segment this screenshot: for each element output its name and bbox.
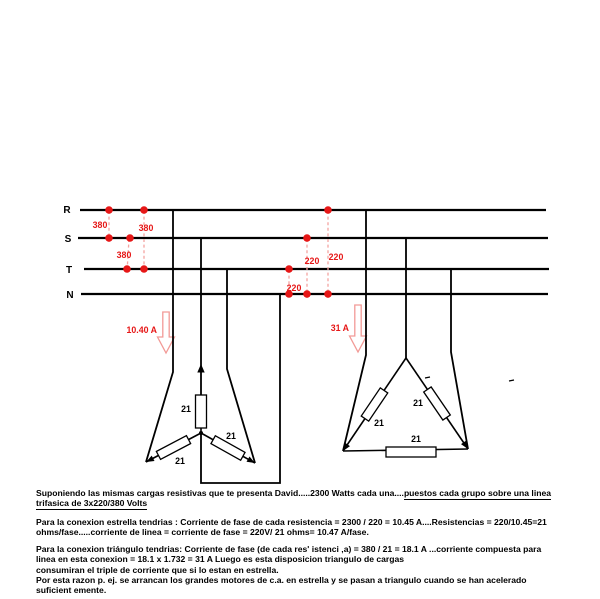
delta-resistor-left-label: 21 xyxy=(374,418,384,428)
delta-resistor-right xyxy=(424,387,451,420)
dot-n3 xyxy=(324,290,332,298)
dot-t2 xyxy=(140,265,148,273)
voltage-label-rt: 380 xyxy=(138,223,154,233)
delta-current-label: 31 A xyxy=(330,323,349,333)
delta-load xyxy=(343,210,514,457)
voltage-label-tn: 220 xyxy=(286,283,302,293)
dot-s1 xyxy=(105,234,113,242)
stray-mark-1 xyxy=(425,377,430,378)
star-up-arrowhead xyxy=(197,364,204,373)
star-resistor-left-label: 21 xyxy=(175,456,185,466)
star-current-arrow-icon xyxy=(158,312,175,353)
dot-r3 xyxy=(324,206,332,214)
star-resistor-top xyxy=(196,395,207,428)
delta-resistor-labels xyxy=(374,398,423,444)
phase-label-r: R xyxy=(63,205,71,216)
note-supposition-underlined: puestos cada grupo sobre una linea trifasica de 3x220/380 Volts xyxy=(36,488,552,509)
dot-t1 xyxy=(123,265,131,273)
delta-resistor-bottom xyxy=(386,447,436,457)
dot-s3 xyxy=(303,234,311,242)
voltage-label-rn: 220 xyxy=(328,252,344,262)
delta-current-arrow-icon xyxy=(349,305,366,352)
voltage-labels xyxy=(93,220,344,293)
dot-r2 xyxy=(140,206,148,214)
phase-labels xyxy=(63,205,73,301)
delta-resistor-right-label: 21 xyxy=(413,398,423,408)
star-resistor-top-label: 21 xyxy=(181,404,191,414)
current-arrows xyxy=(127,305,367,353)
note-supposition xyxy=(36,488,560,509)
delta-resistor-bottom-label: 21 xyxy=(411,434,421,444)
dot-n2 xyxy=(303,290,311,298)
note-delta-calculation: Para la conexion triángulo tendrias: Corriente de fase (de cada res' istenci ‚a) = 380 / 21 = 18.1 A ...corriente compuesta para linea en esta conexion = 18.1 x 1.732 = 31 A Luego es esta disposicion triangulo de cargas xyxy=(36,544,542,565)
stray-mark-2 xyxy=(509,380,514,381)
note-supposition-plain: Suponiendo las mismas cargas resistivas que te presenta David.....2300 Watts cada una.... xyxy=(36,488,404,498)
note-motor-start: Por esta razon p. ej. se arrancan los grandes motores de c.a. en estrella y se pasan a triangulo cuando se han acelerado suficient emente. xyxy=(36,575,527,596)
star-resistor-right-label: 21 xyxy=(226,431,236,441)
phase-label-t: T xyxy=(65,265,73,276)
dot-s2 xyxy=(126,234,134,242)
voltage-label-st: 380 xyxy=(116,250,132,260)
note-star-calculation: Para la conexion estrella tendrias : Corriente de fase de cada resistencia = 2300 / 220 = 10.45 A....Resistencias = 220/10.45=21 ohms/fase.....corriente de linea = corriente de fase = 220V/ 21 ohms= 10.47 A/fase. xyxy=(36,516,547,537)
voltage-label-sn: 220 xyxy=(304,256,320,266)
voltage-label-rs: 380 xyxy=(92,220,108,230)
delta-leg-t xyxy=(451,269,468,449)
dot-r1 xyxy=(105,206,113,214)
phase-label-n: N xyxy=(66,290,74,301)
star-resistor-left xyxy=(156,436,190,460)
star-current-label: 10.40 A xyxy=(126,325,157,335)
delta-resistor-left xyxy=(361,388,388,421)
dot-t3 xyxy=(285,265,293,273)
phase-label-s: S xyxy=(64,234,72,245)
notes-block xyxy=(36,488,560,596)
note-delta-conclusion: consumiran el triple de corriente que si lo estan en estrella. xyxy=(36,564,279,575)
